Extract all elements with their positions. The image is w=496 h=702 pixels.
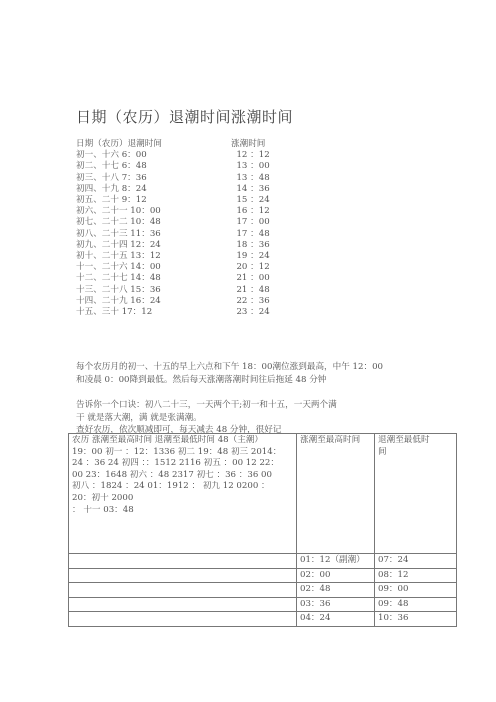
rise-time-cell: 02：48	[297, 583, 375, 598]
table-row	[69, 568, 457, 583]
tide-row	[76, 173, 311, 184]
header-cell-fall	[375, 434, 457, 554]
tide-explanation	[76, 361, 424, 386]
flood-time: 13 ：48	[231, 172, 270, 183]
tide-row	[76, 307, 311, 318]
date-ebb-header: 日期（农历）退潮时间	[76, 139, 162, 149]
explanation-line: 每个农历月的初一、十五的早上六点和下午 18：00潮位涨到最高，中午 12：00	[76, 362, 384, 372]
tide-row	[76, 240, 311, 251]
tide-time-table	[68, 433, 457, 627]
rise-time-cell: 03：36	[297, 597, 375, 612]
ebb-time: 十二、二十七 14：48	[76, 273, 161, 284]
flood-time: 12 ：12	[231, 150, 270, 161]
table-row	[69, 612, 457, 627]
ebb-time: 初三、十八 7：36	[76, 172, 147, 183]
tide-row	[76, 285, 311, 296]
tide-row	[76, 161, 311, 172]
empty-cell	[69, 597, 297, 612]
ebb-time: 初四、十九 8：24	[76, 183, 147, 194]
flood-time: 20 ：12	[231, 262, 270, 273]
header-line: 农历 涨潮至最高时间 退潮至最低时间 48（主潮）	[72, 435, 264, 445]
empty-cell	[69, 612, 297, 627]
flood-time: 18 ：36	[231, 239, 270, 250]
tide-row	[76, 296, 311, 307]
tide-row	[76, 273, 311, 284]
header-line: 涨潮至最高时间	[300, 435, 361, 445]
fall-time-cell: 08：12	[375, 568, 457, 583]
tide-row	[76, 206, 311, 217]
mnemonic-line: 告诉你一个口诀：初八二十三，一天两个干;初一和十五，一天两个满	[76, 400, 337, 410]
ebb-time: 初七、二十二 10：48	[76, 217, 161, 228]
flood-time: 14 ：36	[231, 183, 270, 194]
flood-time: 23 ：24	[231, 307, 270, 318]
header-line: 00 23：1648 初六 ：48 2317 初七 ：36 ：36 00	[72, 469, 272, 480]
table-row	[69, 597, 457, 612]
rise-time-cell: 01：12（副潮）	[297, 554, 375, 569]
ebb-time: 初一、十六 6：00	[76, 150, 147, 161]
header-line: 19：00 初一 ：12：1336 初二 19：48 初三 2014：	[72, 446, 282, 457]
ebb-time: 十五、三十 17：12	[76, 307, 153, 318]
mnemonic-line: 干 就是落大潮，满 就是张满潮。	[76, 412, 202, 423]
tide-mnemonic	[76, 399, 424, 437]
flood-time: 15 ：24	[231, 195, 270, 206]
tide-row	[76, 195, 311, 206]
ebb-time: 初九、二十四 12：24	[76, 239, 161, 250]
flood-time: 21 ：00	[231, 273, 270, 284]
fall-time-cell: 09：48	[375, 597, 457, 612]
flood-time: 13 ：00	[231, 161, 270, 172]
ebb-time: 初八、二十三 11：36	[76, 228, 161, 239]
rise-time-cell: 04：24	[297, 612, 375, 627]
ebb-time: 初十、二十五 13：12	[76, 251, 161, 262]
flood-time: 21 ：48	[231, 284, 270, 295]
fall-time-cell: 09：00	[375, 583, 457, 598]
flood-time: 17 ：48	[231, 228, 270, 239]
flood-time: 17 ：00	[231, 217, 270, 228]
header-cell-rise	[297, 434, 375, 554]
fall-time-cell: 07：24	[375, 554, 457, 569]
flood-header: 涨潮时间	[231, 139, 266, 149]
document-title: 日期（农历）退潮时间涨潮时间	[76, 108, 294, 126]
ebb-time: 初六、二十一 10：00	[76, 206, 161, 217]
tide-header-row	[76, 139, 311, 150]
mnemonic-line: 查好农历，依次顺减即可，每天减去 48 分钟，很好记	[76, 425, 282, 435]
ebb-time: 初二、十七 6：48	[76, 161, 147, 172]
tide-row	[76, 150, 311, 161]
ebb-time: 十一、二十六 14：00	[76, 262, 161, 273]
ebb-time: 十四、二十九 16：24	[76, 295, 161, 306]
tide-schedule	[76, 139, 311, 318]
tide-row	[76, 184, 311, 195]
flood-time: 22 ：36	[231, 295, 270, 306]
fall-time-cell: 10：36	[375, 612, 457, 627]
explanation-line: 和凌晨 0：00降到最低。然后每天涨潮落潮时间往后拖延 48 分钟	[76, 374, 327, 385]
rise-time-cell: 02：00	[297, 568, 375, 583]
tide-row	[76, 217, 311, 228]
header-line: 初八 ：1824 ：24 01：1912 ： 初九 12 0200 ：	[72, 481, 270, 492]
table-row	[69, 583, 457, 598]
header-line: ： 十一 03：48	[72, 504, 134, 515]
header-cell-lunar	[69, 434, 297, 554]
empty-cell	[69, 568, 297, 583]
ebb-time: 初五、二十 9：12	[76, 195, 147, 206]
empty-cell	[69, 554, 297, 569]
header-line: 20：初十 2000	[72, 492, 134, 503]
ebb-time: 十三、二十八 15：36	[76, 284, 161, 295]
tide-row	[76, 262, 311, 273]
header-line: 退潮至最低时	[378, 435, 430, 445]
flood-time: 16 ：12	[231, 206, 270, 217]
header-line: 24 ：36 24 初四 ：：1512 2116 初五 ：00 12 22：	[72, 458, 279, 469]
table-header-row	[69, 434, 457, 554]
tide-row	[76, 229, 311, 240]
flood-time: 19 ：24	[231, 251, 270, 262]
empty-cell	[69, 583, 297, 598]
tide-row	[76, 251, 311, 262]
table-row	[69, 554, 457, 569]
tide-rows	[76, 150, 311, 318]
header-line: 间	[378, 446, 387, 457]
